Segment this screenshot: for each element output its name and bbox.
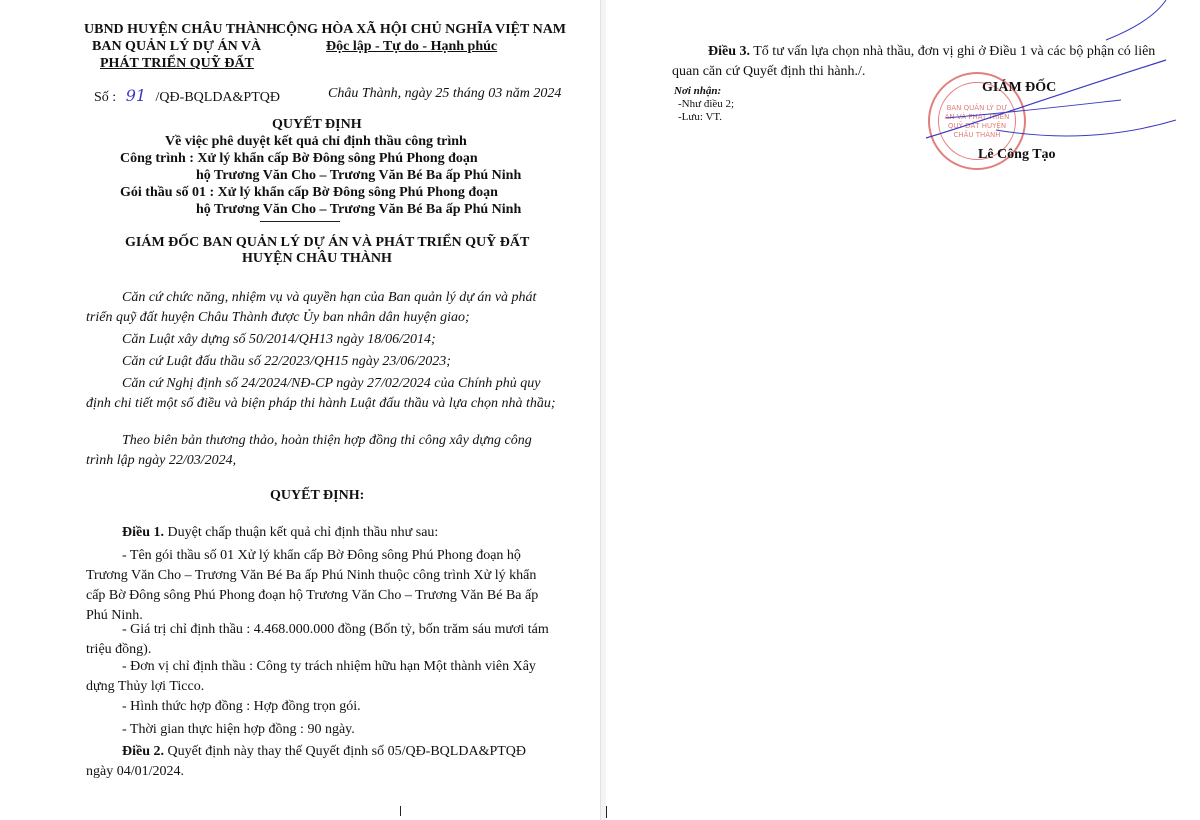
article-2: [86, 742, 556, 782]
article-3-label: Điều 3.: [708, 44, 750, 59]
handwritten-number: 91: [125, 86, 147, 105]
authority-line-1: UBND HUYỆN CHÂU THÀNH: [84, 22, 278, 37]
document-page-2: [606, 0, 1200, 820]
article-1: [86, 523, 556, 543]
article-1-item-1: - Tên gói thầu số 01 Xử lý khẩn cấp Bờ Đông sông Phú Phong đoạn hộ Trương Văn Cho – Trương Văn Bé Ba ấp Phú Ninh thuộc công trình Xử lý khẩn cấp Bờ Đông sông Phú Phong đoạn hộ Trương Văn Cho – Trương Văn Bé Ba ấp Phú Ninh.: [86, 548, 539, 623]
title-line-4: Gói thầu số 01 : Xử lý khẩn cấp Bờ Đông sông Phú Phong đoạn: [120, 185, 498, 200]
national-title: CỘNG HÒA XÃ HỘI CHỦ NGHĨA VIỆT NAM: [276, 22, 567, 37]
director-line-2: HUYỆN CHÂU THÀNH: [242, 251, 392, 266]
recipient-1: -Như điều 2;: [678, 98, 735, 110]
title-line-1: Về việc phê duyệt kết quả chỉ định thầu công trình: [165, 134, 467, 149]
document-number: [94, 86, 280, 106]
title-line-3: hộ Trương Văn Cho – Trương Văn Bé Ba ấp Phú Ninh: [196, 168, 522, 183]
basis-5: Theo biên bản thương thảo, hoàn thiện hợp đồng thi công xây dựng công trình lập ngày 22/03/2024,: [86, 433, 532, 468]
recipient-2: -Lưu: VT.: [678, 111, 723, 123]
signer-name: Lê Công Tạo: [978, 147, 1056, 162]
number-prefix: Số :: [94, 90, 117, 105]
basis-4: Căn cứ Nghị định số 24/2024/NĐ-CP ngày 27/02/2024 của Chính phủ quy định chi tiết một số điều và biện pháp thi hành Luật đấu thầu và lựa chọn nhà thầu;: [86, 376, 556, 411]
recipients-label: Nơi nhận:: [674, 85, 722, 97]
article-2-text: Quyết định này thay thế Quyết định số 05/QĐ-BQLDA&PTQĐ ngày 04/01/2024.: [86, 744, 527, 779]
authority-line-2: BAN QUẢN LÝ DỰ ÁN VÀ: [92, 39, 262, 54]
article-3-text: Tổ tư vấn lựa chọn nhà thầu, đơn vị ghi ở Điều 1 và các bộ phận có liên quan căn cứ Quyết định thi hành./.: [672, 44, 1156, 79]
basis-3: Căn cứ Luật đấu thầu số 22/2023/QH15 ngày 23/06/2023;: [122, 354, 451, 369]
place-date: Châu Thành, ngày 25 tháng 03 năm 2024: [328, 86, 562, 101]
basis-1: Căn cứ chức năng, nhiệm vụ và quyền hạn của Ban quản lý dự án và phát triển quỹ đất huyện Châu Thành được Ủy ban nhân dân huyện giao;: [86, 290, 537, 325]
director-line-1: GIÁM ĐỐC BAN QUẢN LÝ DỰ ÁN VÀ PHÁT TRIỂN QUỸ ĐẤT: [125, 235, 530, 250]
scan-mark-right: [606, 806, 607, 818]
title-line-2: Công trình : Xử lý khẩn cấp Bờ Đông sông Phú Phong đoạn: [120, 151, 478, 166]
signer-title: GIÁM ĐỐC: [982, 80, 1057, 95]
decision-subheading: QUYẾT ĐỊNH:: [270, 488, 365, 503]
article-2-label: Điều 2.: [122, 744, 164, 759]
article-1-label: Điều 1.: [122, 525, 164, 540]
number-suffix: /QĐ-BQLDA&PTQĐ: [155, 90, 280, 105]
title-line-5: hộ Trương Văn Cho – Trương Văn Bé Ba ấp Phú Ninh: [196, 202, 522, 217]
article-1-item-4: - Hình thức hợp đồng : Hợp đồng trọn gói.: [122, 699, 361, 714]
article-1-text: Duyệt chấp thuận kết quả chỉ định thầu như sau:: [167, 525, 439, 540]
scan-mark: [400, 806, 401, 816]
article-1-item-5: - Thời gian thực hiện hợp đồng : 90 ngày.: [122, 722, 355, 737]
stamp-text: BAN QUẢN LÝ DỰ ÁN VÀ PHÁT TRIỂN QUỸ ĐẤT HUYỆN CHÂU THÀNH: [944, 104, 1010, 139]
authority-line-3: PHÁT TRIỂN QUỸ ĐẤT: [100, 56, 254, 71]
article-1-item-2: - Giá trị chỉ định thầu : 4.468.000.000 đồng (Bốn tỷ, bốn trăm sáu mươi tám triệu đồng).: [86, 622, 549, 657]
article-1-item-3: - Đơn vị chỉ định thầu : Công ty trách nhiệm hữu hạn Một thành viên Xây dựng Thủy lợi Ticco.: [86, 659, 536, 694]
national-motto: Độc lập - Tự do - Hạnh phúc: [326, 39, 498, 54]
decision-heading: QUYẾT ĐỊNH: [272, 117, 362, 132]
basis-2: Căn Luật xây dựng số 50/2014/QH13 ngày 18/06/2014;: [122, 332, 436, 347]
title-rule: [260, 221, 340, 222]
